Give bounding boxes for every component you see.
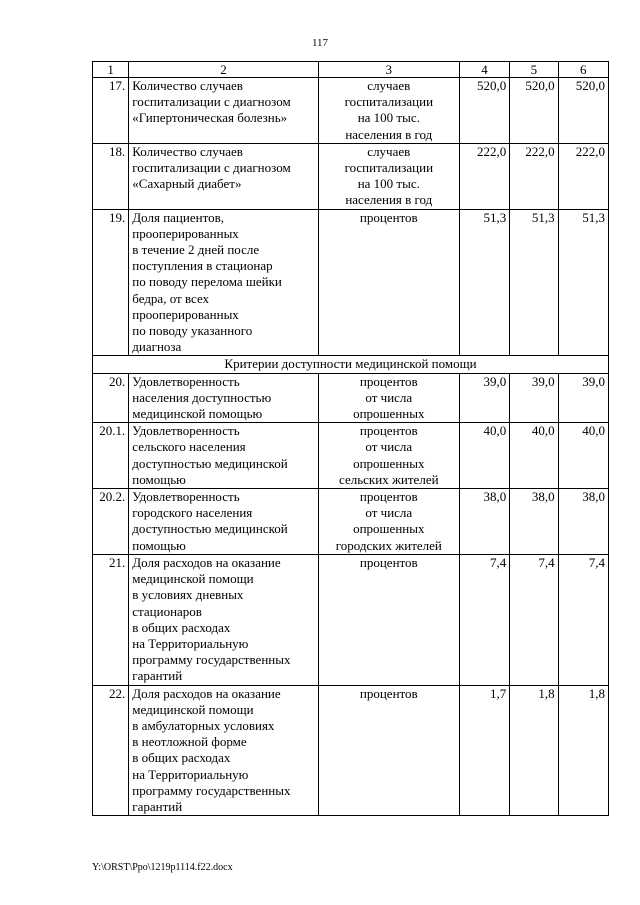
value-cell: 51,3	[558, 209, 608, 356]
value-cell: 520,0	[558, 78, 608, 144]
row-number-cell: 19.	[93, 209, 129, 356]
value-cell: 1,8	[558, 685, 608, 816]
value-cell: 38,0	[510, 489, 558, 555]
table-row	[93, 143, 609, 209]
value-cell: 222,0	[459, 143, 509, 209]
row-number-cell: 20.1.	[93, 423, 129, 489]
unit-cell: процентов	[318, 554, 459, 685]
value-cell: 40,0	[558, 423, 608, 489]
indicator-name-cell: Доля расходов на оказание медицинской помощи в условиях дневных стационаров в общих расходах на Территориальную программу государственных гарантий	[129, 554, 318, 685]
value-cell: 7,4	[459, 554, 509, 685]
header-cell: 5	[510, 62, 558, 78]
header-cell: 3	[318, 62, 459, 78]
value-cell: 51,3	[459, 209, 509, 356]
unit-cell: процентов от числа опрошенных городских жителей	[318, 489, 459, 555]
row-number-cell: 20.2.	[93, 489, 129, 555]
indicator-name-cell: Доля пациентов, прооперированных в течение 2 дней после поступления в стационар по поводу перелома шейки бедра, от всех прооперированных по поводу указанного диагноза	[129, 209, 318, 356]
unit-cell: процентов от числа опрошенных сельских жителей	[318, 423, 459, 489]
unit-cell: процентов	[318, 209, 459, 356]
row-number-cell: 18.	[93, 143, 129, 209]
page-number: 117	[311, 37, 329, 49]
footer-file-path: Y:\ORST\Ppo\1219p1114.f22.docx	[92, 862, 233, 873]
table-row	[93, 685, 609, 816]
unit-cell: случаев госпитализации на 100 тыс. населения в год	[318, 78, 459, 144]
value-cell: 39,0	[459, 373, 509, 423]
unit-cell: случаев госпитализации на 100 тыс. населения в год	[318, 143, 459, 209]
table-row	[93, 209, 609, 356]
row-number-cell: 22.	[93, 685, 129, 816]
indicator-name-cell: Количество случаев госпитализации с диагнозом «Сахарный диабет»	[129, 143, 318, 209]
value-cell: 7,4	[558, 554, 608, 685]
section-title: Критерии доступности медицинской помощи	[93, 356, 609, 373]
value-cell: 520,0	[459, 78, 509, 144]
value-cell: 222,0	[510, 143, 558, 209]
value-cell: 38,0	[459, 489, 509, 555]
value-cell: 40,0	[459, 423, 509, 489]
table-row	[93, 423, 609, 489]
section-row	[93, 356, 609, 373]
header-cell: 2	[129, 62, 318, 78]
indicator-name-cell: Доля расходов на оказание медицинской помощи в амбулаторных условиях в неотложной форме в общих расходах на Территориальную программу государственных гарантий	[129, 685, 318, 816]
table-row	[93, 373, 609, 423]
row-number-cell: 20.	[93, 373, 129, 423]
unit-cell: процентов от числа опрошенных	[318, 373, 459, 423]
indicator-name-cell: Удовлетворенность населения доступностью медицинской помощью	[129, 373, 318, 423]
indicator-name-cell: Удовлетворенность городского населения доступностью медицинской помощью	[129, 489, 318, 555]
value-cell: 39,0	[510, 373, 558, 423]
value-cell: 51,3	[510, 209, 558, 356]
row-number-cell: 17.	[93, 78, 129, 144]
row-number-cell: 21.	[93, 554, 129, 685]
unit-cell: процентов	[318, 685, 459, 816]
header-cell: 1	[93, 62, 129, 78]
value-cell: 520,0	[510, 78, 558, 144]
value-cell: 222,0	[558, 143, 608, 209]
indicator-name-cell: Количество случаев госпитализации с диагнозом «Гипертоническая болезнь»	[129, 78, 318, 144]
indicator-name-cell: Удовлетворенность сельского населения доступностью медицинской помощью	[129, 423, 318, 489]
value-cell: 40,0	[510, 423, 558, 489]
indicators-table	[92, 61, 609, 816]
value-cell: 1,8	[510, 685, 558, 816]
value-cell: 1,7	[459, 685, 509, 816]
table-row	[93, 554, 609, 685]
table-row	[93, 78, 609, 144]
value-cell: 39,0	[558, 373, 608, 423]
value-cell: 38,0	[558, 489, 608, 555]
table-header-row	[93, 62, 609, 78]
header-cell: 6	[558, 62, 608, 78]
value-cell: 7,4	[510, 554, 558, 685]
table-row	[93, 489, 609, 555]
header-cell: 4	[459, 62, 509, 78]
